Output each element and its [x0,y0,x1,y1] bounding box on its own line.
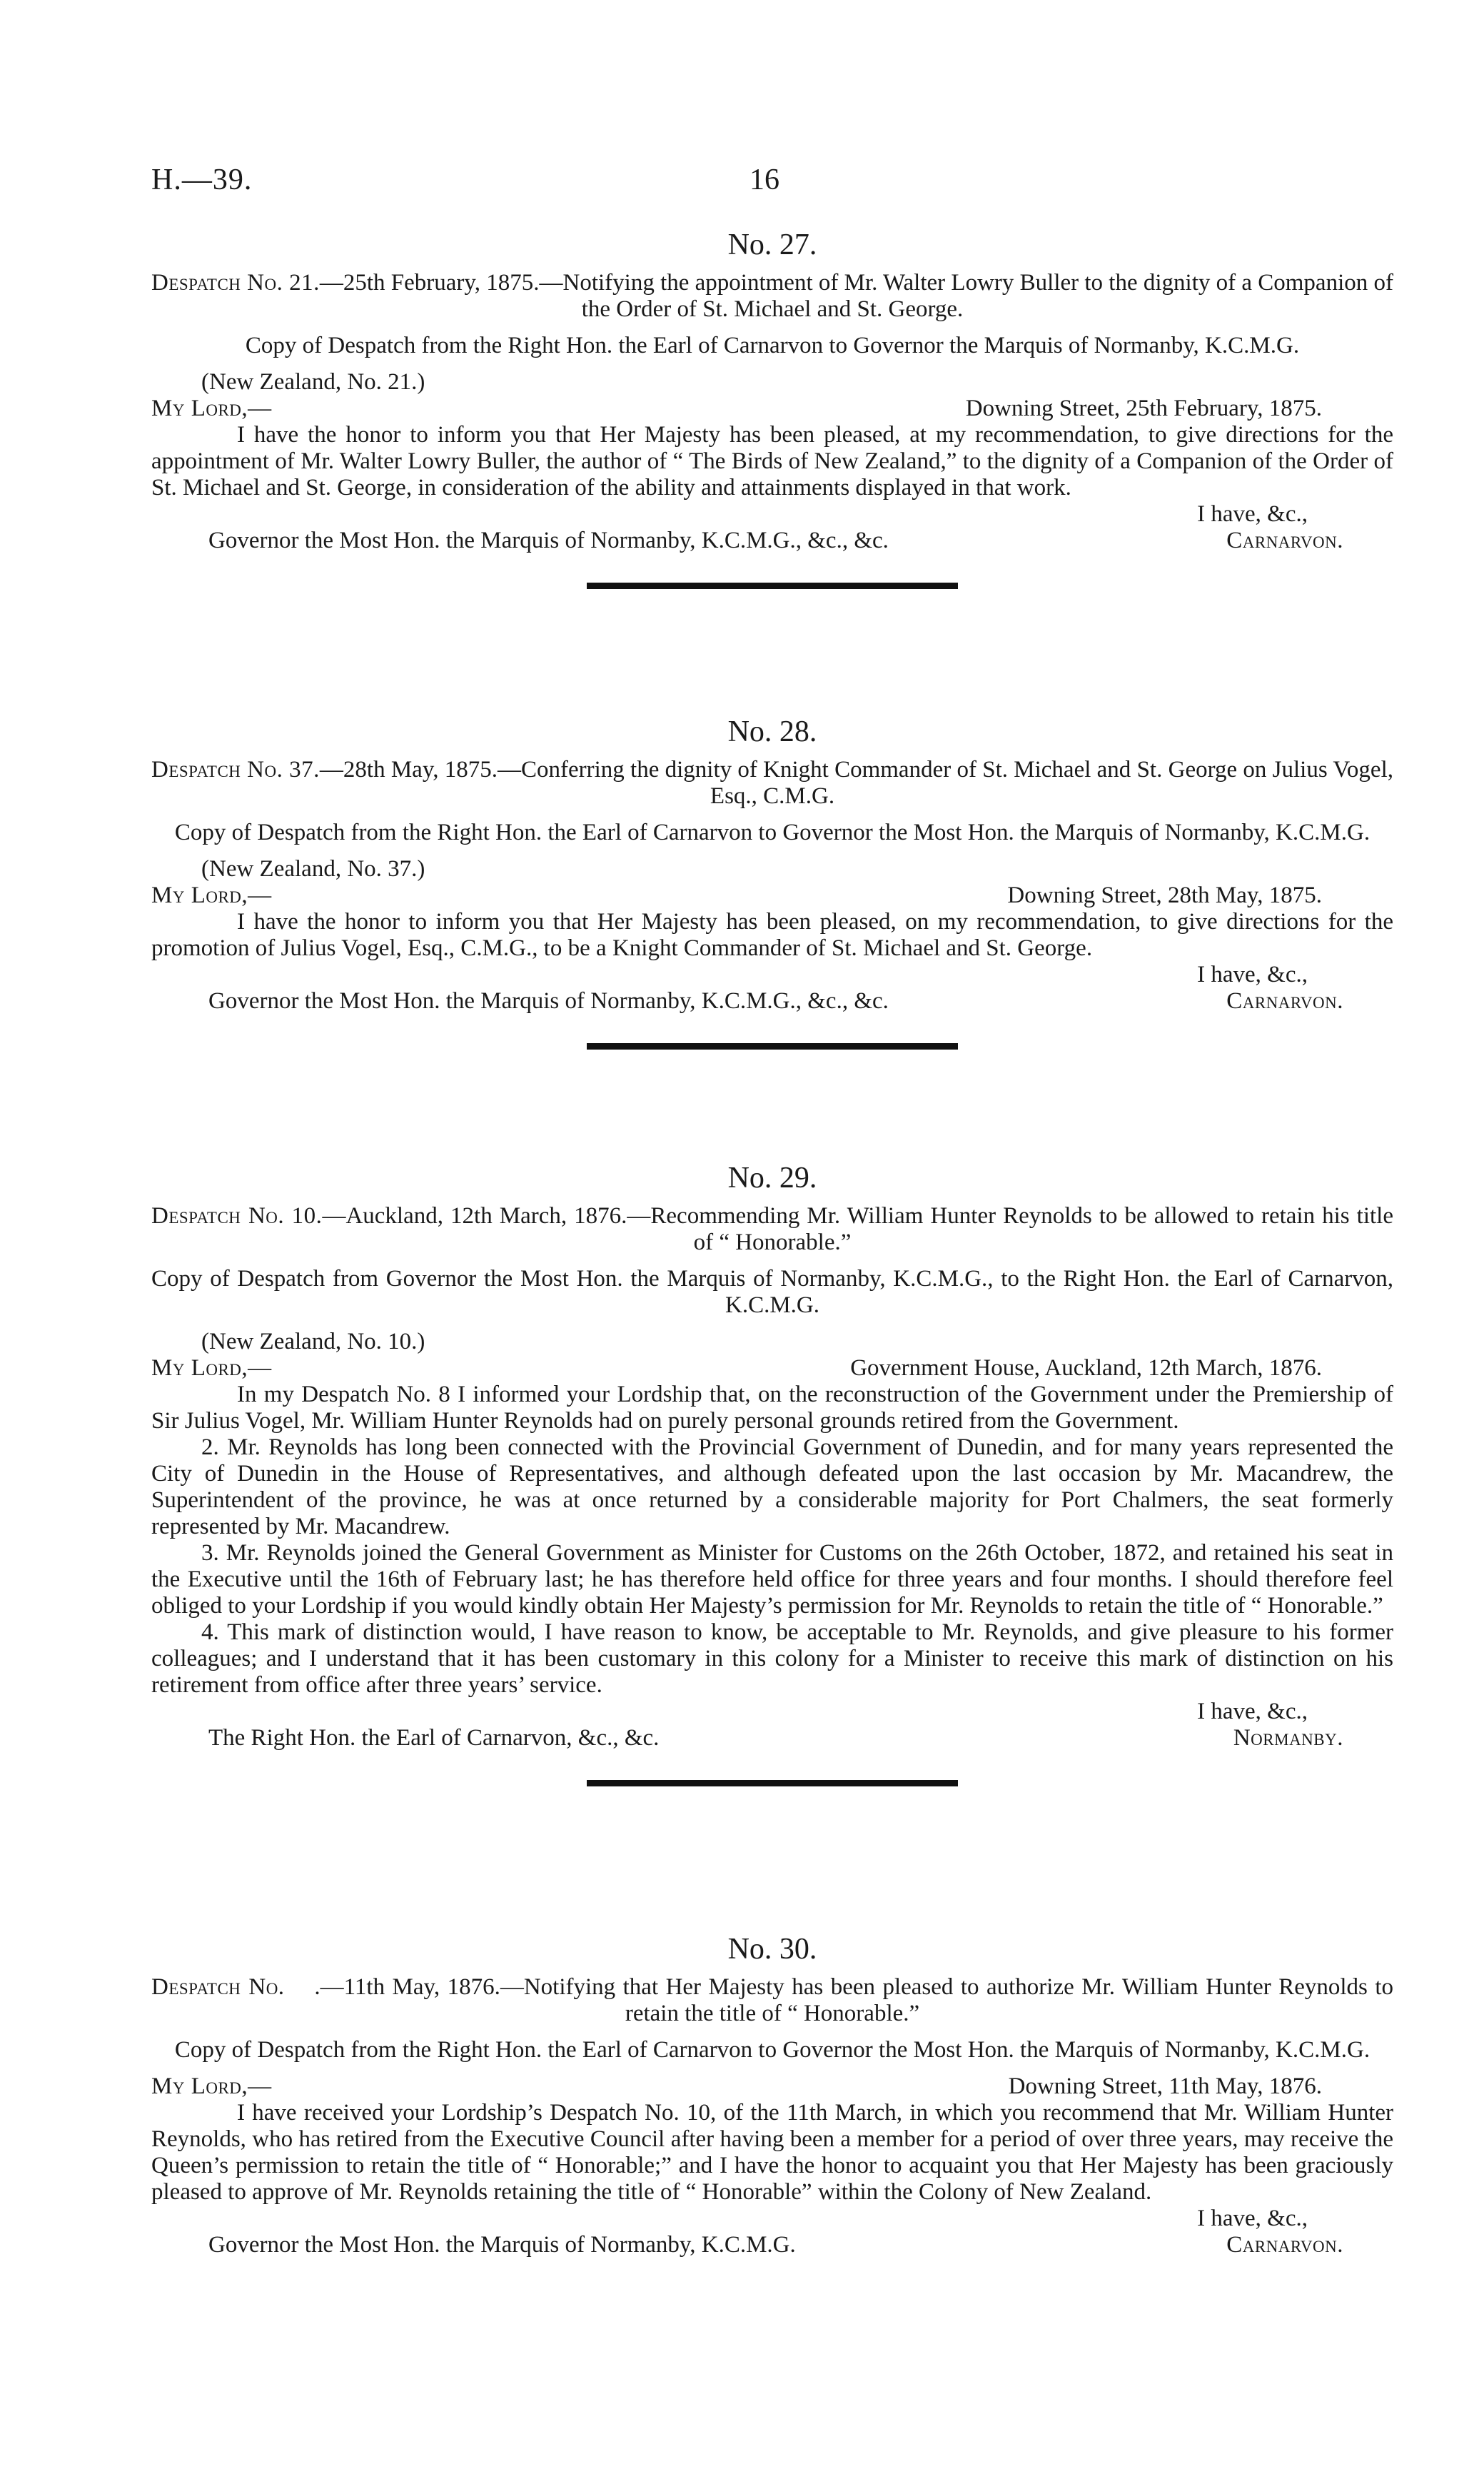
addressee: The Right Hon. the Earl of Carnarvon, &c., &c. [208,1725,660,1751]
salutation-row [151,883,1393,909]
salutation-row [151,396,1393,422]
despatch-section-28 [151,714,1393,1085]
body-paragraph: I have the honor to inform you that Her Majesty has been pleased, on my recommendation, to give directions for the promotion of Julius Vogel, Esq., C.M.G., to be a Knight Commander of St. Michael and St. George. [151,909,1393,961]
despatch-summary [151,757,1393,810]
salutation: My Lord,— [151,396,272,421]
despatch-label: Despatch No. 10. [151,1203,323,1229]
section-title: No. 28. [727,715,817,748]
body-paragraph: I have received your Lordship’s Despatch No. 10, of the 11th March, in which you recommend that Mr. William Hunter Reynolds, who has retired from the Executive Council after having been a member for a period of over three years, may receive the Queen’s permission to retain the title of “ Honorable;” and I have the honor to acquaint you that Her Majesty has been graciously pleased to approve of Mr. Reynolds retaining the title of “ Honorable” within the Colony of New Zealand. [151,2100,1393,2205]
address-date: Downing Street, 25th February, 1875. [965,396,1322,421]
summary-text: —25th February, 1875.—Notifying the appointment of Mr. Walter Lowry Buller to the dignity of a Companion of the Order of St. Michael and St. George. [319,270,1393,322]
copy-line: Copy of Despatch from Governor the Most Hon. the Marquis of Normanby, K.C.M.G., to the Right Hon. the Earl of Carnarvon, K.C.M.G. [151,1266,1393,1318]
document-reference: H.—39. [151,164,253,196]
summary-text: —Auckland, 12th March, 1876.—Recommending Mr. William Hunter Reynolds to be allowed to retain his title of “ Honorable.” [322,1203,1393,1255]
body-paragraph: 2. Mr. Reynolds has long been connected with the Provincial Government of Dunedin, and for many years represented the City of Dunedin in the House of Representatives, and although defeated upon the last occasion by Mr. Macandrew, the Superintendent of the province, he was at once returned by a considerable majority for Port Chalmers, the seat formerly represented by Mr. Macandrew. [151,1434,1393,1539]
body-paragraph: 4. This mark of distinction would, I have reason to know, be acceptable to Mr. Reynolds, and give pleasure to his former colleagues; and I understand that it has been customary in this colony for a Minister to receive this mark of distinction on his retirement from office after three years’ service. [151,1619,1393,1698]
salutation: My Lord,— [151,1355,272,1381]
salutation-row [151,2073,1393,2100]
salutation: My Lord,— [151,883,272,908]
despatch-section-29 [151,1160,1393,1822]
section-title: No. 30. [727,1933,817,1966]
section-divider [587,1780,958,1786]
signature: Normanby. [1233,1725,1343,1751]
addressee: Governor the Most Hon. the Marquis of Normanby, K.C.M.G., &c., &c. [208,528,889,553]
signature-row [151,528,1393,554]
despatch-label: Despatch No. [151,1974,285,2000]
address-date: Downing Street, 28th May, 1875. [1007,883,1322,908]
signature-row [151,988,1393,1015]
signature-row [151,1725,1393,1751]
section-title: No. 29. [727,1162,817,1195]
despatch-label: Despatch No. 21. [151,270,320,296]
despatch-summary [151,270,1393,323]
closing: I have, &c., [1197,2206,1308,2231]
reference-line: (New Zealand, No. 37.) [201,856,425,882]
reference-line: (New Zealand, No. 10.) [201,1329,425,1354]
despatch-summary [151,1974,1400,2027]
despatch-label: Despatch No. 37. [151,757,320,783]
summary-text: .—11th May, 1876.—Notifying that Her Majesty has been pleased to authorize Mr. William Hunter Reynolds to retain the title of “ Honorable.” [284,1974,1400,2026]
body-paragraph: In my Despatch No. 8 I informed your Lordship that, on the reconstruction of the Government under the Premiership of Sir Julius Vogel, Mr. William Hunter Reynolds had on purely personal grounds retired from the Government. [151,1382,1393,1434]
copy-line: Copy of Despatch from the Right Hon. the Earl of Carnarvon to Governor the Most Hon. the Marquis of Normanby, K.C.M.G. [174,2037,1371,2063]
salutation: My Lord,— [151,2073,272,2099]
closing: I have, &c., [1197,501,1308,527]
page-number: 16 [749,164,779,196]
signature-row [151,2232,1393,2258]
address-date: Downing Street, 11th May, 1876. [1008,2073,1322,2099]
closing: I have, &c., [1197,1699,1308,1724]
signature: Carnarvon. [1226,528,1343,553]
signature: Carnarvon. [1226,2232,1343,2258]
despatch-summary [151,1203,1393,1256]
addressee: Governor the Most Hon. the Marquis of Normanby, K.C.M.G., &c., &c. [208,988,889,1014]
addressee: Governor the Most Hon. the Marquis of Normanby, K.C.M.G. [208,2232,796,2258]
copy-line: Copy of Despatch from the Right Hon. the Earl of Carnarvon to Governor the Marquis of Normanby, K.C.M.G. [245,333,1300,358]
despatch-section-30 [151,1931,1400,2258]
despatch-section-27 [151,227,1393,625]
body-paragraph: I have the honor to inform you that Her Majesty has been pleased, at my recommendation, to give directions for the appointment of Mr. Walter Lowry Buller, the author of “ The Birds of New Zealand,” to the dignity of a Companion of the Order of St. Michael and St. George, in consideration of the ability and attainments displayed in that work. [151,422,1393,501]
copy-line: Copy of Despatch from the Right Hon. the Earl of Carnarvon to Governor the Most Hon. the Marquis of Normanby, K.C.M.G. [174,820,1371,845]
salutation-row [151,1355,1393,1382]
reference-line: (New Zealand, No. 21.) [201,369,425,395]
closing: I have, &c., [1197,962,1308,987]
section-title: No. 27. [727,228,817,261]
section-divider [587,583,958,589]
summary-text: —28th May, 1875.—Conferring the dignity of Knight Commander of St. Michael and St. George on Julius Vogel, Esq., C.M.G. [319,757,1394,809]
section-divider [587,1043,958,1050]
address-date: Government House, Auckland, 12th March, 1876. [850,1355,1322,1381]
signature: Carnarvon. [1226,988,1343,1014]
body-paragraph: 3. Mr. Reynolds joined the General Government as Minister for Customs on the 26th October, 1872, and retained his seat in the Executive until the 16th of February last; he has therefore held office for three years and four months. I should therefore feel obliged to your Lordship if you would kindly obtain Her Majesty’s permission for Mr. Reynolds to retain the title of “ Honorable.” [151,1540,1393,1619]
